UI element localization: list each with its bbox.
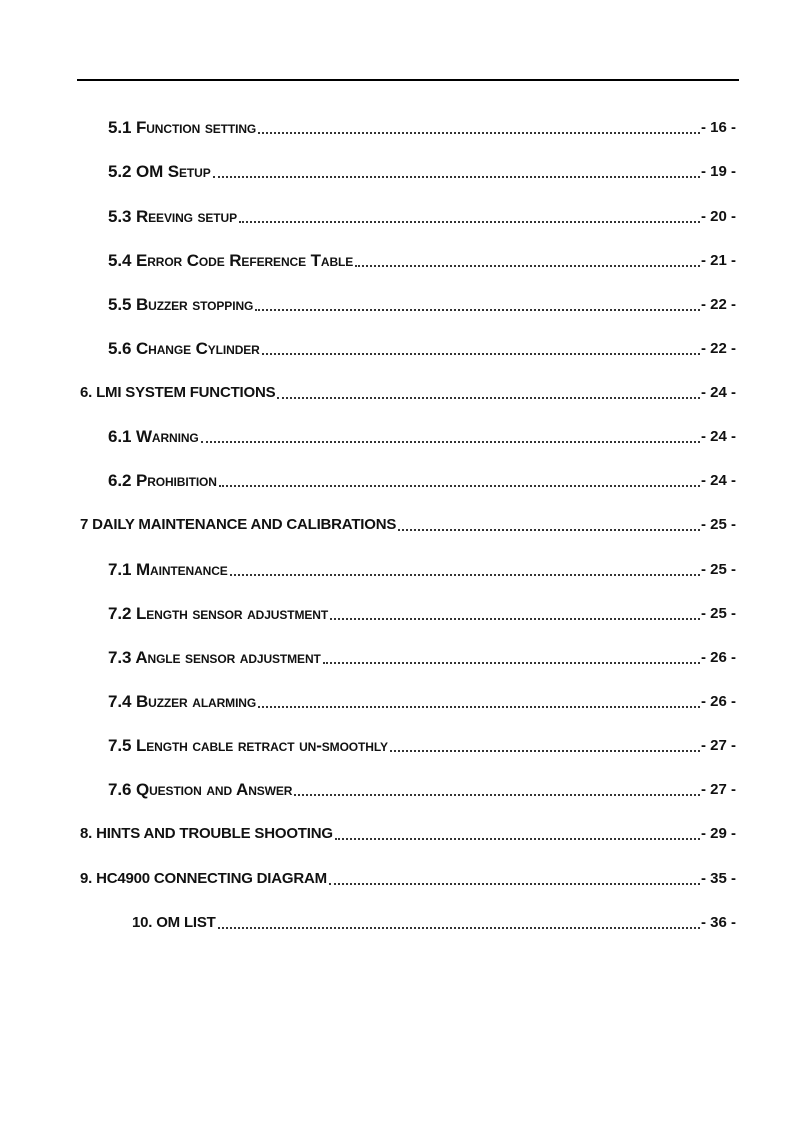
toc-entry-title: 6. LMI SYSTEM FUNCTIONS (80, 384, 276, 401)
toc-entry-page: - 25 - (700, 516, 736, 533)
dot-leader (218, 927, 700, 929)
toc-entry-title: 7.1 Maintenance (108, 560, 228, 579)
toc-entry-title: 10. OM LIST (132, 914, 216, 931)
toc-entry-7[interactable] (80, 514, 736, 536)
dot-leader (329, 883, 700, 885)
dot-leader (262, 353, 700, 355)
toc-entry-page: - 20 - (700, 208, 736, 225)
toc-entry-5-3[interactable] (108, 206, 736, 228)
toc-entry-page: - 26 - (700, 649, 736, 666)
toc-entry-title: 7 DAILY MAINTENANCE AND CALIBRATIONS (80, 516, 397, 533)
toc-entry-title: 5.5 Buzzer stopping (108, 295, 254, 314)
toc-entry-title: 6.2 Prohibition (108, 471, 217, 490)
toc-entry-6[interactable] (80, 382, 736, 404)
toc-entry-7-4[interactable] (108, 691, 736, 713)
dot-leader (201, 441, 700, 443)
toc-entry-page: - 21 - (700, 252, 736, 269)
dot-leader (323, 662, 700, 664)
toc-entry-7-5[interactable] (108, 735, 736, 757)
dot-leader (219, 485, 700, 487)
dot-leader (258, 706, 700, 708)
toc-entry-7-6[interactable] (108, 779, 736, 801)
toc-entry-title: 6.1 Warning (108, 427, 199, 446)
toc-entry-5-4[interactable] (108, 250, 736, 272)
toc-entry-page: - 27 - (700, 737, 736, 754)
toc-entry-title: 5.3 Reeving setup (108, 207, 238, 226)
toc-entry-page: - 26 - (700, 693, 736, 710)
toc-entry-title: 5.4 Error Code Reference Table (108, 251, 354, 270)
toc-entry-page: - 25 - (700, 605, 736, 622)
toc-entry-page: - 24 - (700, 384, 736, 401)
toc-entry-page: - 22 - (700, 340, 736, 357)
toc-entry-title: 8. HINTS AND TROUBLE SHOOTING (80, 825, 333, 842)
dot-leader (239, 221, 700, 223)
toc-entry-7-1[interactable] (108, 559, 736, 581)
toc-entry-page: - 29 - (700, 825, 736, 842)
toc-entry-page: - 19 - (700, 163, 736, 180)
dot-leader (255, 309, 700, 311)
dot-leader (277, 397, 700, 399)
toc-entry-6-2[interactable] (108, 470, 736, 492)
dot-leader (335, 838, 700, 840)
toc-entry-title: 7.6 Question and Answer (108, 780, 293, 799)
dot-leader (398, 529, 700, 531)
toc-entry-7-3[interactable] (108, 647, 736, 669)
dot-leader (355, 265, 700, 267)
toc-entry-page: - 24 - (700, 428, 736, 445)
toc-entry-page: - 16 - (700, 119, 736, 136)
toc-entry-title: 7.4 Buzzer alarming (108, 692, 257, 711)
toc-entry-title: 5.2 OM Setup (108, 162, 211, 181)
toc-entry-page: - 35 - (700, 870, 736, 887)
toc-entry-5-1[interactable] (108, 117, 736, 139)
toc-entry-title: 5.1 Function setting (108, 118, 257, 137)
dot-leader (390, 750, 700, 752)
toc-entry-5-2[interactable] (108, 161, 736, 183)
toc-entry-page: - 24 - (700, 472, 736, 489)
toc-entry-7-2[interactable] (108, 603, 736, 625)
toc-entry-title: 5.6 Change Cylinder (108, 339, 260, 358)
toc-entry-title: 9. HC4900 CONNECTING DIAGRAM (80, 870, 327, 887)
toc-entry-title: 7.5 Length cable retract un-smoothly (108, 736, 388, 755)
toc-entry-8[interactable] (80, 823, 736, 845)
toc-entry-9[interactable] (80, 868, 736, 890)
toc-entry-10[interactable] (132, 912, 736, 934)
dot-leader (258, 132, 700, 134)
toc-entry-page: - 22 - (700, 296, 736, 313)
dot-leader (294, 794, 700, 796)
dot-leader (230, 574, 700, 576)
toc-entry-title: 7.3 Angle sensor adjustment (108, 648, 321, 667)
toc-entry-5-5[interactable] (108, 294, 736, 316)
toc-entry-5-6[interactable] (108, 338, 736, 360)
toc-entry-page: - 27 - (700, 781, 736, 798)
dot-leader (330, 618, 700, 620)
toc-entry-page: - 25 - (700, 561, 736, 578)
toc-entry-page: - 36 - (700, 914, 736, 931)
toc-entry-title: 7.2 Length sensor adjustment (108, 604, 329, 623)
toc-entry-6-1[interactable] (108, 426, 736, 448)
dot-leader (213, 176, 700, 178)
